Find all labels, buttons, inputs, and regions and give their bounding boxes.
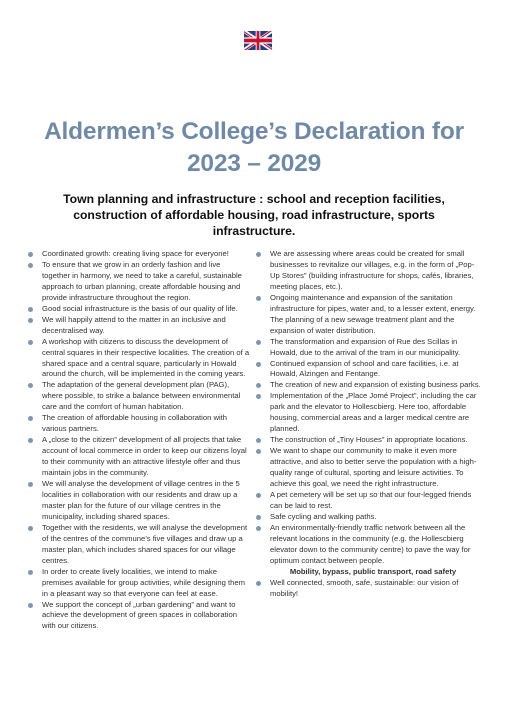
bullet-icon <box>28 438 33 443</box>
list-item <box>34 315 250 337</box>
bullet-icon <box>28 416 33 421</box>
list-item-text: We will happily attend to the matter in an inclusive and decentralised way. <box>42 314 226 335</box>
list-item <box>262 249 484 293</box>
uk-flag-icon <box>244 31 272 50</box>
list-item-text: A „close to the citizen” development of all projects that take account of local commerce in order to keep our citizens loyal to their community with an attractive lifestyle offer and thus maintain jobs in the community. <box>42 435 247 478</box>
list-item-text: Continued expansion of school and care facilities, i.e. at Howald, Alzingen and Fentange. <box>270 358 459 379</box>
list-item-text: We will analyse the development of village centres in the 5 localities in collaboration with our residents and draw up a master plan for the future of our village centres in the municipality, including shared spaces. <box>42 479 240 521</box>
page-title: Aldermen’s College’s Declaration for 2023 – 2029 <box>44 118 464 177</box>
list-item <box>262 512 484 523</box>
list-item <box>34 567 250 600</box>
list-item <box>262 446 484 490</box>
list-item <box>34 523 250 567</box>
list-item <box>34 337 250 381</box>
bullet-icon <box>256 252 261 257</box>
list-item <box>34 260 250 304</box>
list-item-text: Safe cycling and walking paths. <box>270 511 377 521</box>
bullet-icon <box>256 449 261 454</box>
section-heading: Mobility, bypass, public transport, road safety <box>289 566 457 576</box>
list-item-text: A pet cemetery will be set up so that our four-legged friends can be laid to rest. <box>270 489 472 510</box>
bullet-icon <box>28 383 33 388</box>
bullet-icon <box>28 482 33 487</box>
bullet-icon <box>256 296 261 301</box>
list-item <box>262 578 484 600</box>
bullet-icon <box>256 493 261 498</box>
list-item <box>34 380 250 413</box>
bullet-icon <box>256 515 261 520</box>
bullet-icon <box>28 570 33 575</box>
list-item-text: Ongoing maintenance and expansion of the sanitation infrastructure for pipes, water and, to a lesser extent, energy. The planning of a new sewage treatment plant and the expansion of water distribution. <box>270 292 476 335</box>
bullet-icon <box>28 307 33 312</box>
bullet-icon <box>28 340 33 345</box>
bullet-icon <box>28 603 33 608</box>
list-item-text: A workshop with citizens to discuss the development of central squares in their respective localities. The creation of a shared space and a central square, particularly in Howald around the church, will be implemented in the coming years. <box>42 336 250 379</box>
bullet-icon <box>28 526 33 531</box>
list-item <box>34 413 250 435</box>
bullet-icon <box>256 340 261 345</box>
list-item-text: Together with the residents, we will analyse the development of the centres of the commune’s five villages and draw up a master plan, which includes shared spaces for our village centres. <box>42 522 248 565</box>
list-item <box>262 435 484 446</box>
list-item <box>34 249 250 260</box>
left-column-list <box>34 249 250 632</box>
list-item <box>262 523 484 567</box>
list-item-text: We want to shape our community to make it even more attractive, and also to better serve the population with a high-quality range of cultural, sporting and leisure activities. To achieve this goal, we need the right infrastructure. <box>270 446 477 489</box>
list-item <box>262 337 484 359</box>
list-item-text: Well connected, smooth, safe, sustainable: our vision of mobility! <box>270 577 459 598</box>
list-item <box>34 304 250 315</box>
list-item-text: The creation of new and expansion of existing business parks. <box>270 380 481 390</box>
bullet-icon <box>256 362 261 367</box>
list-item <box>262 391 484 435</box>
section-subtitle: Town planning and infrastructure : school and reception facilities, construction of affordable housing, road infrastructure, sports infrastructure. <box>63 192 445 238</box>
list-item-text: The adaptation of the general development plan (PAG), where possible, to strike a balance between environmental care and the comfort of human habitation. <box>42 380 241 412</box>
bullet-icon <box>256 394 261 399</box>
list-item-text: Good social infrastructure is the basis of our quality of life. <box>42 303 238 313</box>
list-item-text: An environmentally-friendly traffic network between all the relevant locations in the community (e.g. the Hollescbierg elevator down to the community centre) to pave the way for optimum contact between people. <box>270 522 471 565</box>
right-column-list <box>262 249 484 600</box>
list-item-text: In order to create lively localities, we intend to make premises available for group activities, while designing them in a pleasant way so that everyone can feel at ease. <box>42 566 246 598</box>
list-item-text: We support the concept of „urban gardening” and want to achieve the development of green spaces in collaboration with our citizens. <box>42 599 237 631</box>
list-item-text: Coordinated growth: creating living space for everyone! <box>42 249 229 258</box>
list-item <box>34 435 250 479</box>
bullet-icon <box>28 263 33 268</box>
list-item-text: The creation of affordable housing in collaboration with various partners. <box>42 413 228 434</box>
list-item <box>262 293 484 337</box>
list-item <box>262 490 484 512</box>
bullet-icon <box>28 252 33 257</box>
list-item-text: Implementation of the „Place Jomé Project”, including the car park and the elevator to Hollescbierg. Here too, affordable housing, commercial areas and a larger medical centre are planned. <box>270 391 477 434</box>
list-item <box>262 380 484 391</box>
list-item-text: The transformation and expansion of Rue des Scillas in Howald, due to the arrival of the tram in our municipality. <box>270 336 461 357</box>
list-item <box>262 359 484 381</box>
bullet-icon <box>256 438 261 443</box>
bullet-icon <box>256 581 261 586</box>
bullet-icon <box>256 526 261 531</box>
list-item-text: We are assessing where areas could be created for small businesses to revitalize our villages, e.g. in the form of „Pop-Up Stores” (building infrastructure for shops, cafés, libraries, meeting places, etc.). <box>270 249 475 291</box>
list-item <box>34 600 250 633</box>
list-item-text: To ensure that we grow in an orderly fashion and live together in harmony, we need to take a careful, sustainable approach to urban planning, create affordable housing and provide infrastructure throughout the region. <box>42 259 242 302</box>
list-item-text: The construction of „Tiny Houses” in appropriate locations. <box>270 435 468 445</box>
list-item <box>34 479 250 523</box>
bullet-icon <box>256 383 261 388</box>
bullet-icon <box>28 318 33 323</box>
